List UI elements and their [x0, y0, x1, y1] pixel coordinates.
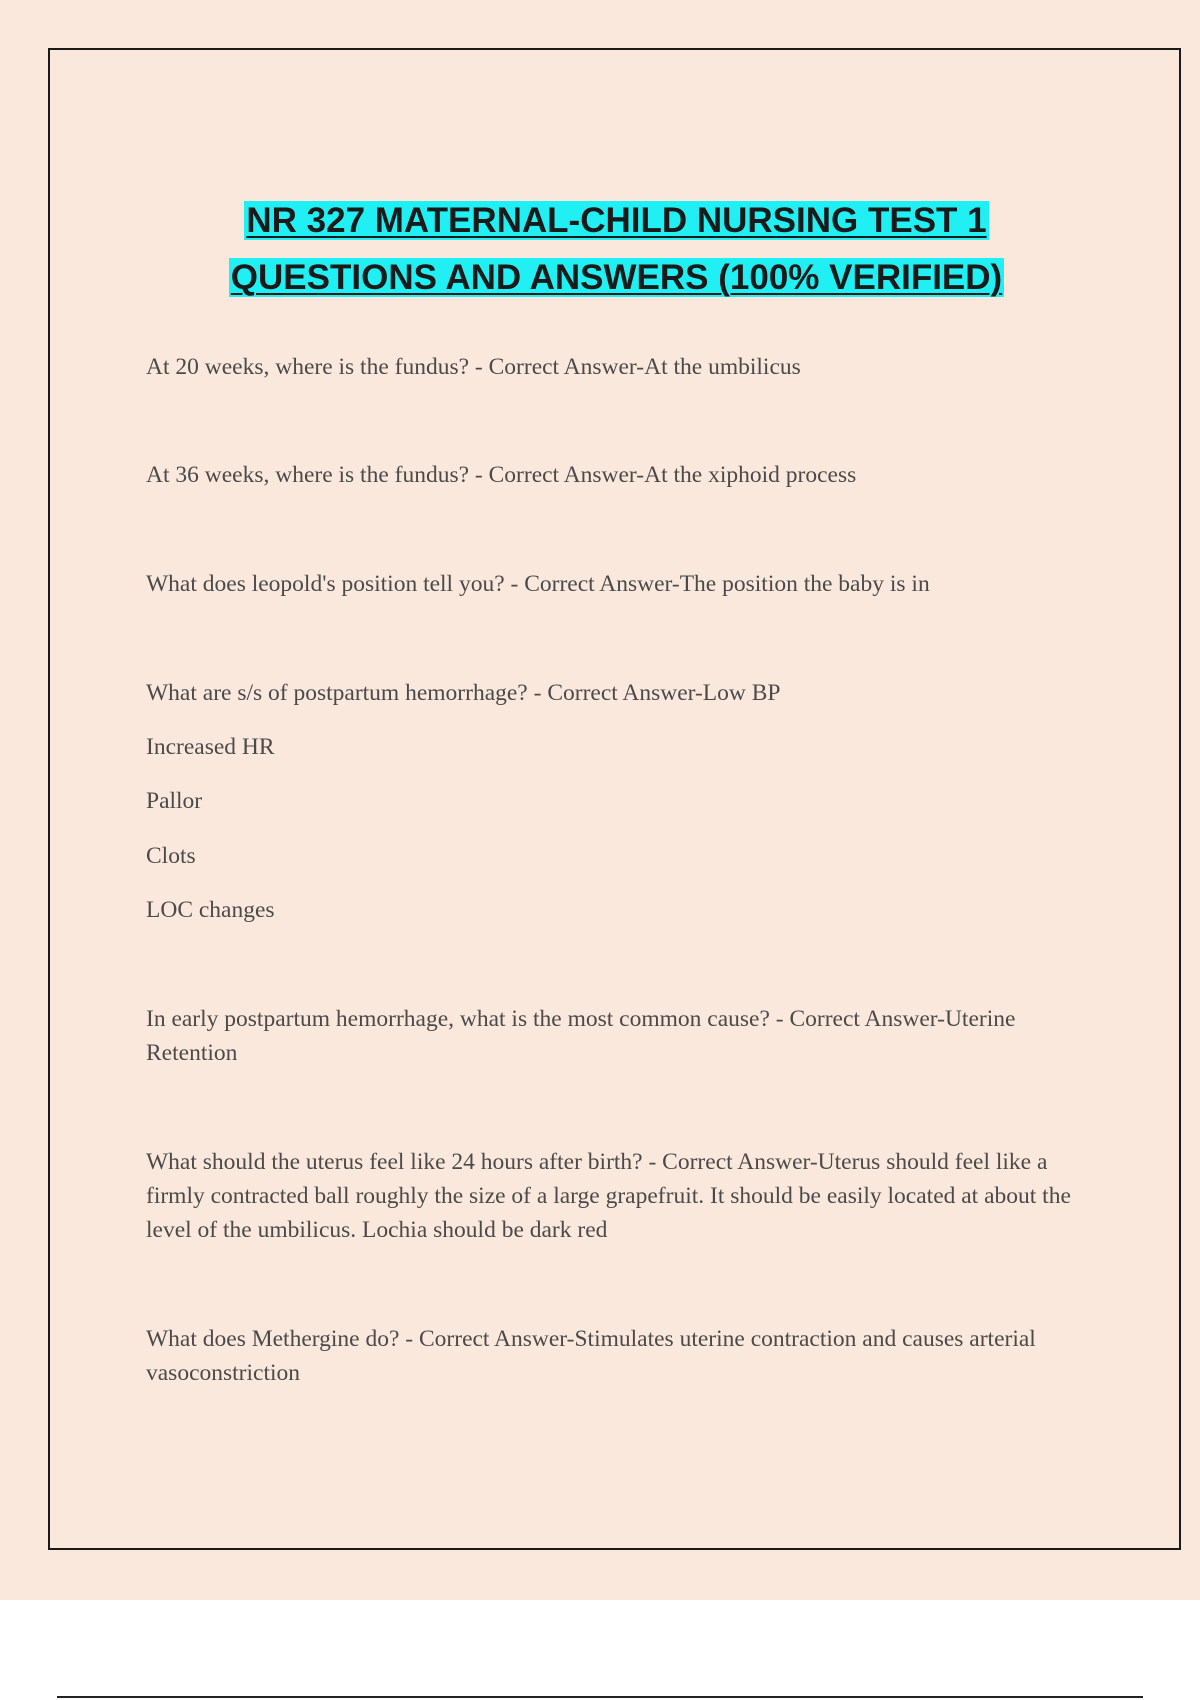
- qa-item-pph-sign-increased-hr: Increased HR: [146, 734, 275, 760]
- qa-item-pph-sign-pallor: Pallor: [146, 788, 203, 814]
- qa-item-pph-sign-clots: Clots: [146, 843, 196, 869]
- title-line-1: NR 327 MATERNAL-CHILD NURSING TEST 1: [246, 201, 987, 240]
- document-title: [50, 192, 1183, 306]
- qa-item-fundus-20-weeks: At 20 weeks, where is the fundus? - Correct Answer-At the umbilicus: [146, 354, 801, 380]
- qa-item-leopolds-position: What does leopold's position tell you? - Correct Answer-The position the baby is in: [146, 571, 930, 597]
- qa-item-early-pph-cause: In early postpartum hemorrhage, what is the most common cause? - Correct Answer-Uterine Retention: [146, 1006, 1016, 1066]
- footer-divider: [57, 1696, 1143, 1698]
- qa-item-pph-signs: What are s/s of postpartum hemorrhage? - Correct Answer-Low BP: [146, 680, 781, 706]
- document-frame: [48, 48, 1181, 1550]
- qa-item-uterus-24-hours: What should the uterus feel like 24 hours after birth? - Correct Answer-Uterus should feel like a firmly contracted ball roughly the size of a large grapefruit. It should be easily located at about the level of the umbilicus. Lochia should be dark red: [146, 1149, 1071, 1243]
- qa-item-methergine: What does Methergine do? - Correct Answer-Stimulates uterine contraction and causes arterial vasoconstriction: [146, 1326, 1036, 1386]
- title-line-2: QUESTIONS AND ANSWERS (100% VERIFIED): [230, 258, 1003, 297]
- qa-item-pph-sign-loc-changes: LOC changes: [146, 897, 275, 923]
- qa-item-fundus-36-weeks: At 36 weeks, where is the fundus? - Correct Answer-At the xiphoid process: [146, 462, 857, 488]
